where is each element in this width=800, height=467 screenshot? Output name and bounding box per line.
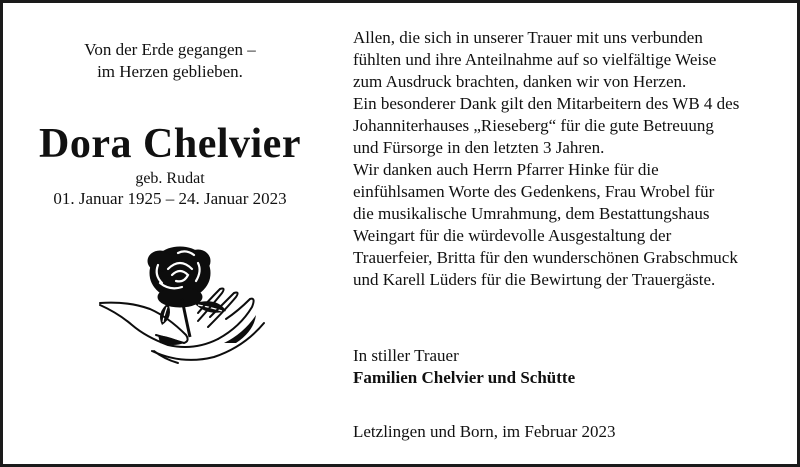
- thanks-line: und Karell Lüders für die Bewirtung der Trauergäste.: [353, 270, 716, 289]
- life-dates: 01. Januar 1925 – 24. Januar 2023: [53, 189, 287, 208]
- thanks-line: zum Ausdruck brachten, danken wir von Herzen.: [353, 72, 687, 91]
- families-signature: Familien Chelvier und Schütte: [353, 368, 576, 387]
- thanks-line: und Fürsorge in den letzten 3 Jahren.: [353, 138, 605, 157]
- birth-name: geb. Rudat: [135, 170, 205, 187]
- deceased-name: Dora Chelvier: [39, 121, 301, 167]
- motto-line-1: Von der Erde gegangen –: [84, 40, 256, 59]
- motto-line-2: im Herzen geblieben.: [97, 62, 243, 81]
- thanks-text: [353, 27, 793, 291]
- place-date: Letzlingen und Born, im Februar 2023: [353, 422, 616, 441]
- thanks-line: Weingart für die würdevolle Ausgestaltung der: [353, 226, 672, 245]
- thanks-line: Wir danken auch Herrn Pfarrer Hinke für die: [353, 160, 659, 179]
- thanks-line: die musikalische Umrahmung, dem Bestattungshaus: [353, 204, 710, 223]
- thanks-line: Trauerfeier, Britta für den wunderschönen Grabschmuck: [353, 248, 738, 267]
- closing-phrase: In stiller Trauer: [353, 346, 459, 365]
- thanks-line: Allen, die sich in unserer Trauer mit uns verbunden: [353, 28, 703, 47]
- thanks-line: einfühlsamen Worte des Gedenkens, Frau Wrobel für: [353, 182, 715, 201]
- thanks-line: Johanniterhauses „Rieseberg“ für die gute Betreuung: [353, 116, 714, 135]
- deceased-info: [15, 39, 325, 209]
- thanks-line: fühlten und ihre Anteilnahme auf so vielfältige Weise: [353, 50, 717, 69]
- rose-in-hands-icon: [98, 239, 268, 379]
- thanks-line: Ein besonderer Dank gilt den Mitarbeitern des WB 4 des: [353, 94, 740, 113]
- closing-block: [353, 345, 783, 389]
